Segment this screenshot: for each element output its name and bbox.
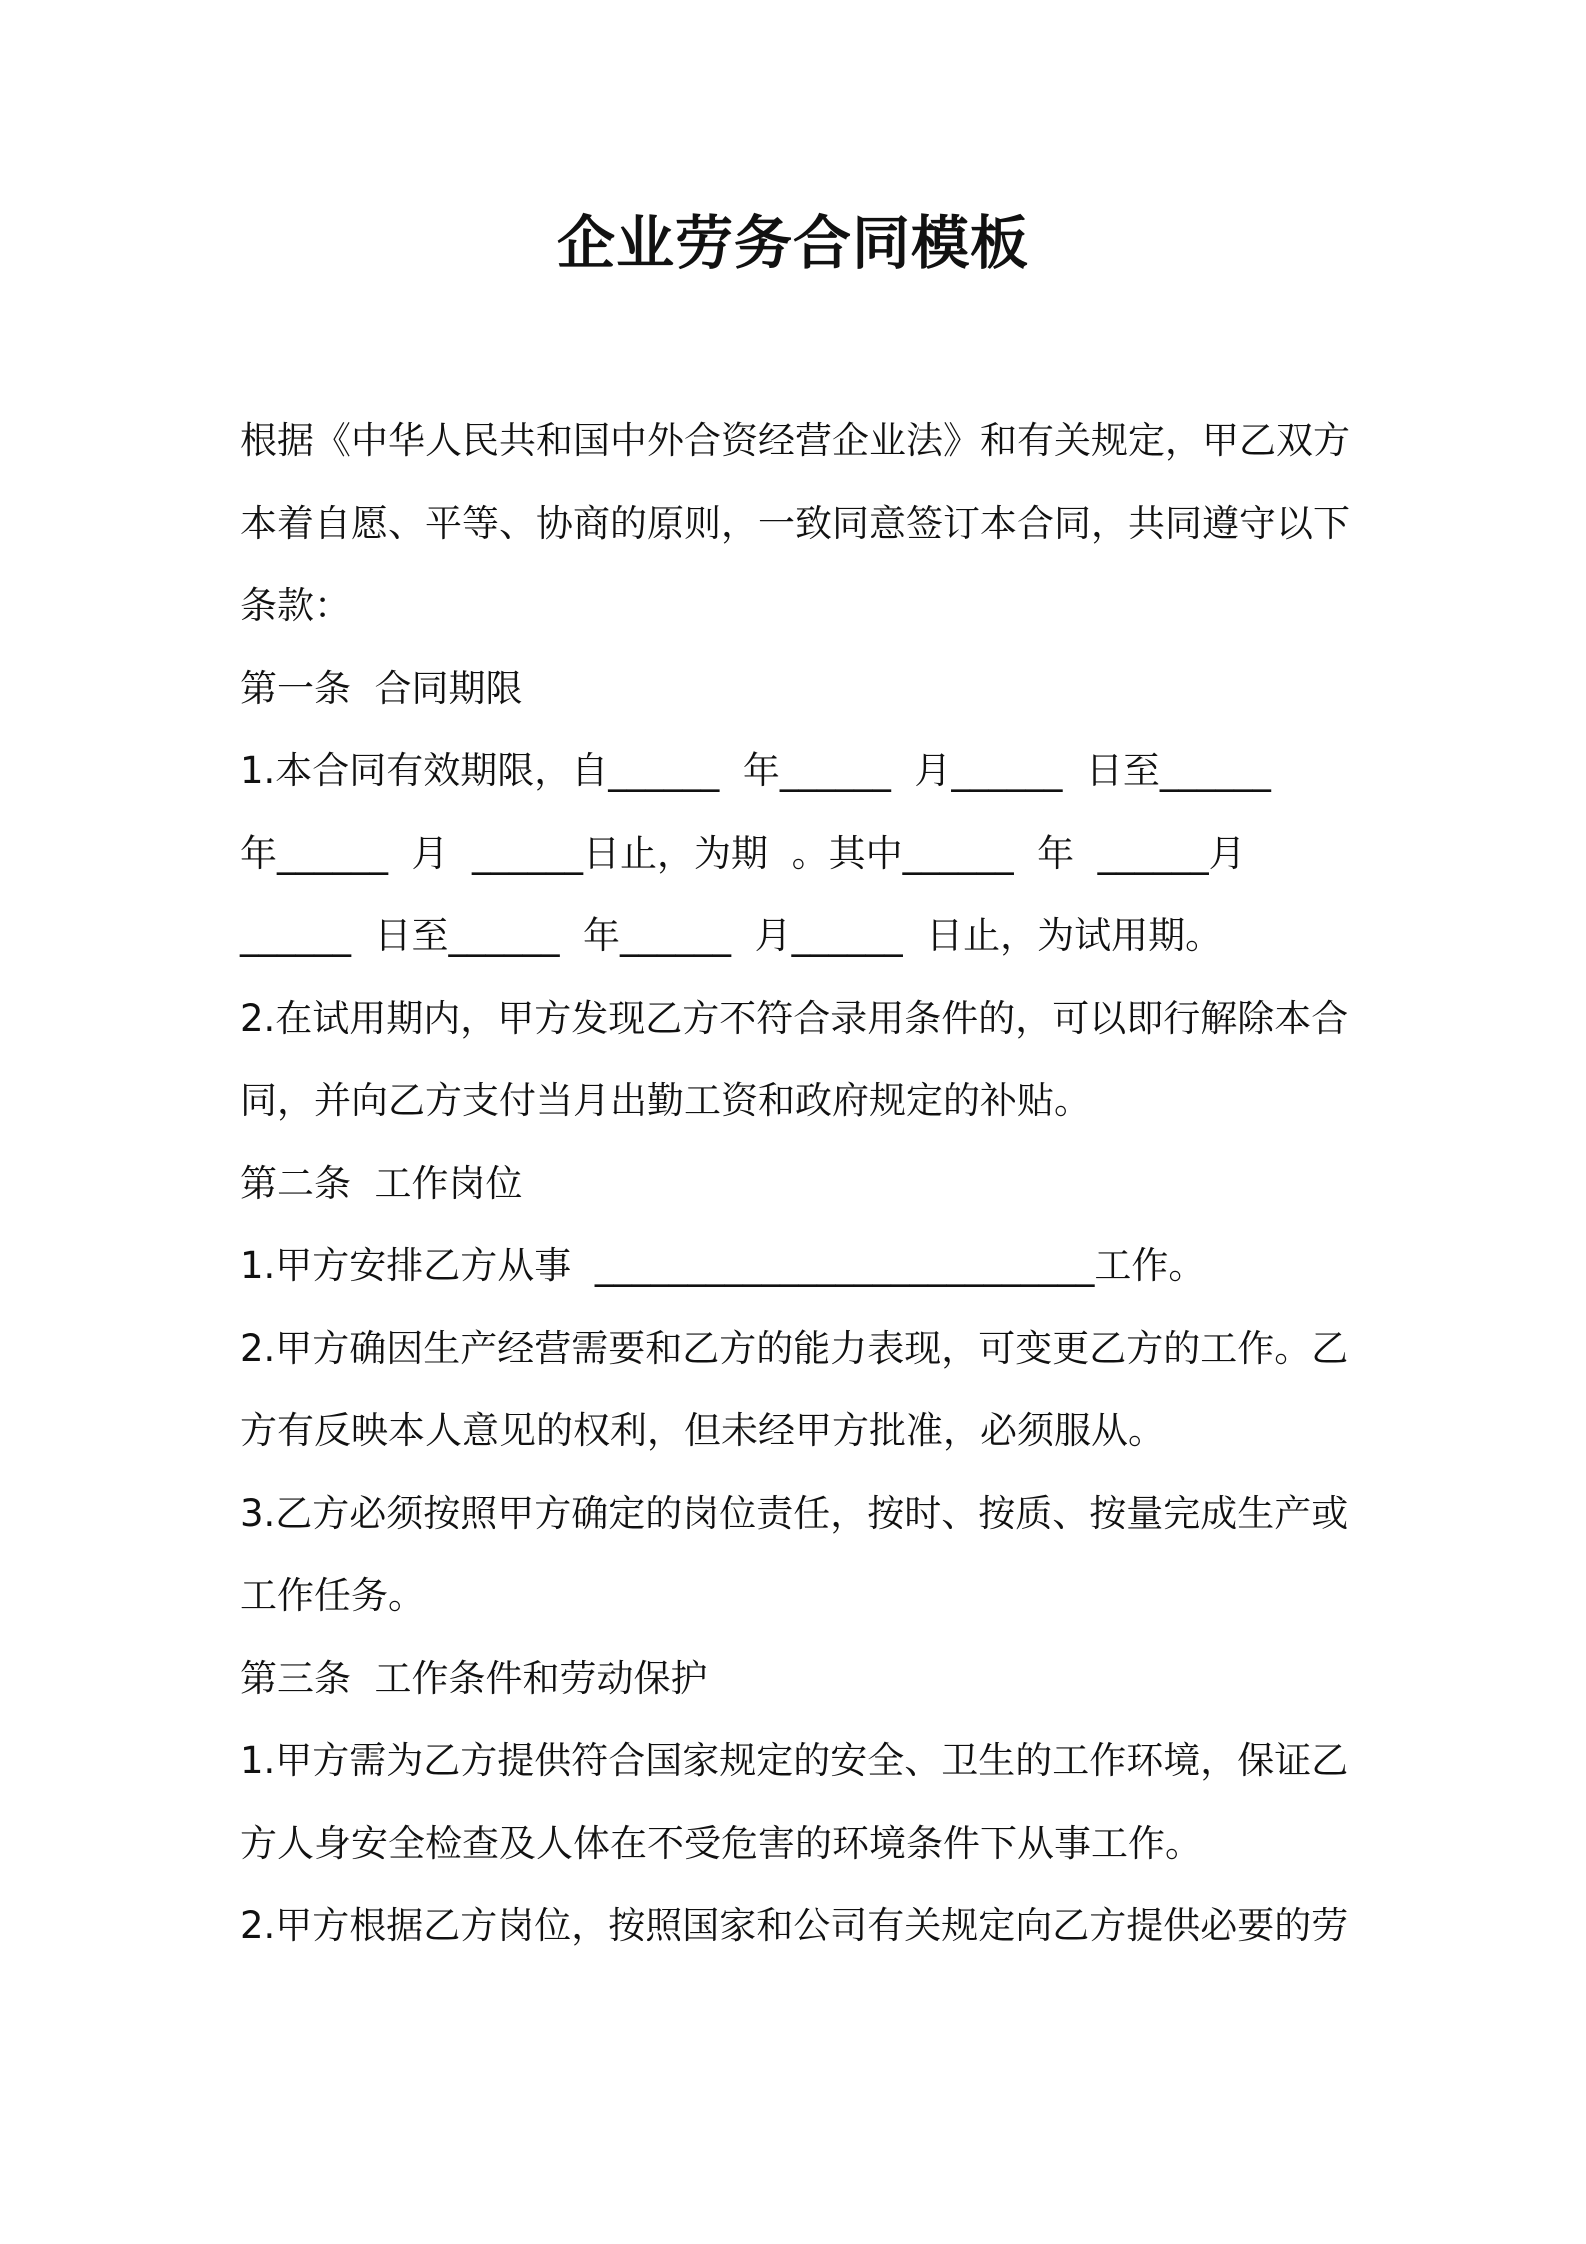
paragraph-line: 方人身安全检查及人体在不受危害的环境条件下从事工作。 [240,1821,1202,1865]
paragraph-line: ______ 日至______ 年______ 月______ 日止，为试用期。 [240,914,1223,957]
section-heading-term: 第一条 合同期限 [240,666,523,710]
document-body [240,400,1360,1968]
section-heading-position: 第二条 工作岗位 [240,1161,523,1205]
paragraph-line: 根据《中华人民共和国中外合资经营企业法》和有关规定，甲乙双方 [240,419,1350,462]
paragraph-line: 条款： [240,584,351,627]
document-title: 企业劳务合同模板 [556,209,1029,277]
paragraph-line: 同，并向乙方支付当月出勤工资和政府规定的补贴。 [240,1079,1091,1122]
paragraph-line: 本着自愿、平等、协商的原则，一致同意签订本合同，共同遵守以下 [240,501,1350,545]
paragraph-line: 工作任务。 [240,1574,425,1617]
paragraph-line: 方有反映本人意见的权利，但未经甲方批准，必须服从。 [240,1409,1165,1452]
paragraph-line: 2.甲方根据乙方岗位，按照国家和公司有关规定向乙方提供必要的劳 [240,1904,1349,1947]
paragraph-line: 年______ 月 ______日止，为期 。其中______ 年 ______月 [240,831,1246,875]
paragraph-line: 2.在试用期内，甲方发现乙方不符合录用条件的，可以即行解除本合 [240,996,1349,1040]
section-heading-conditions: 第三条 工作条件和劳动保护 [240,1656,708,1700]
paragraph-line: 2.甲方确因生产经营需要和乙方的能力表现，可变更乙方的工作。乙 [240,1326,1349,1370]
paragraph-line: 3.乙方必须按照甲方确定的岗位责任，按时、按质、按量完成生产或 [240,1491,1349,1535]
paragraph-line: 1.甲方需为乙方提供符合国家规定的安全、卫生的工作环境，保证乙 [240,1739,1349,1782]
paragraph-line: 1.本合同有效期限，自______ 年______ 月______ 日至______ [240,749,1271,792]
paragraph-line: 1.甲方安排乙方从事 ___________________________工作。 [240,1244,1206,1287]
